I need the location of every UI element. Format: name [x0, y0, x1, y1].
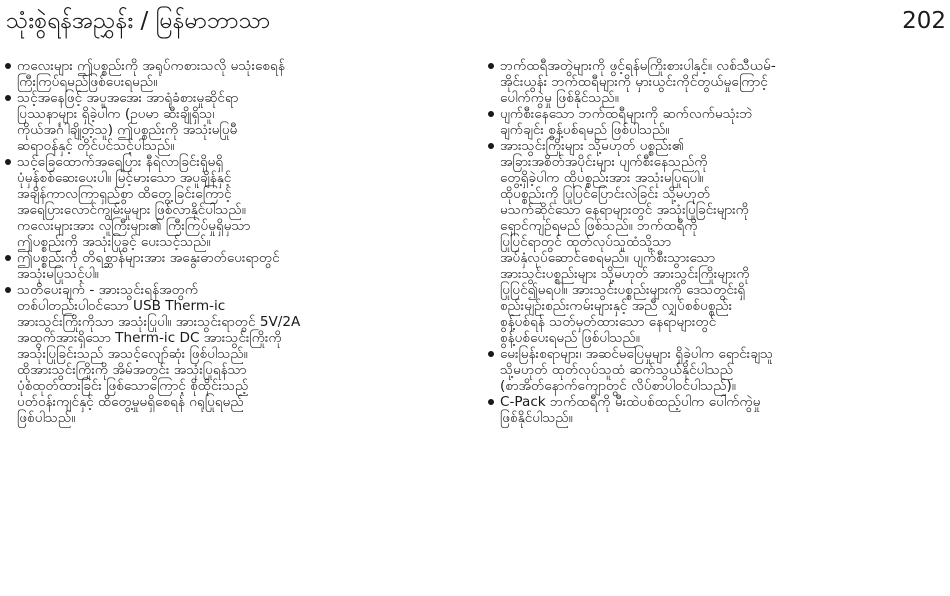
bullet-text-line: အချိန်ကာလကြာရှည်စွာ ထိတွေ့ခြင်းကြောင့်: [17, 186, 232, 202]
left-column: [4, 58, 462, 426]
bullet-text-line: အားသွင်းကြိုးများ သို့မဟုတ် ပစ္စည်း၏: [500, 138, 684, 154]
bullet-text-line: ပြုပြင်ရာတွင် ထုတ်လုပ်သူထံသို့သာ: [500, 234, 672, 250]
bullet-text-line: အားသွင်းကြိုးကိုသာ အသုံးပြုပါ။ အားသွင်းရာတွင် 5V/2A: [17, 314, 301, 330]
right-column: [487, 58, 947, 426]
bullet-text-line: ကြီးကြပ်ရမည်ဖြစ်ပေးရမည်။: [17, 74, 158, 90]
bullet-dot-icon: [5, 255, 11, 261]
bullet-text-line: ပေါက်ကွဲမှု ဖြစ်နိုင်သည်။: [500, 90, 619, 106]
bullet-text-line: ကလေးများအား လူကြီးများ၏ ကြီးကြပ်မှုရှိမှသာ: [17, 218, 251, 234]
bullet-dot-icon: [5, 287, 11, 293]
bullet-text-line: ကလေးများ ဤပစ္စည်းကို အရုပ်ကစားသလို မသုံးစေရန်: [17, 58, 285, 74]
bullet-text-line: အသုံးပြုခြင်းသည် အသင့်လျော်ဆုံး ဖြစ်ပါသည်။: [17, 346, 248, 362]
bullet-text-line: ပြုပြင်၍မရပါ။ အားသွင်းပစ္စည်းများကို ဒေသတွင်းရှိ: [500, 282, 746, 298]
bullet-text-line: သို့မဟုတ် ထုတ်လုပ်သူထံ ဆက်သွယ်နိုင်ပါသည်: [500, 362, 733, 378]
bullet-text-line: ဘက်ထရီအတွဲများကို ဖွင့်ရန်မကြိုးစားပါနှင့်။ လစ်သီယမ်-: [500, 58, 776, 74]
bullet-text-line: ကိုယ်အင်္ဂါချို့တဲ့သူ) ဤပစ္စည်းကို အသုံးမပြုမီ: [17, 122, 238, 138]
bullet-text-line: ဖြစ်နိုင်ပါသည်။: [500, 410, 573, 426]
bullet-item: [4, 154, 462, 250]
bullet-text-line: ဆရာဝန်နှင့် တိုင်ပင်သင့်ပါသည်။: [17, 138, 175, 154]
bullet-dot-icon: [488, 143, 494, 149]
bullet-text-line: အခြားအစိတ်အပိုင်းများ ပျက်စီးနေသည်ကို: [500, 154, 708, 170]
bullet-text-line: ထိုပစ္စည်းကို ပြုပြင်ပြောင်းလဲခြင်း သို့မဟုတ်: [500, 186, 711, 202]
bullet-text-line: အသုံးမပြုသင့်ပါ။: [17, 266, 99, 282]
bullet-dot-icon: [5, 95, 11, 101]
bullet-text-line: (စာအိတ်နောက်ကျောတွင် လိပ်စာပါဝင်ပါသည်)။: [500, 378, 736, 394]
bullet-item: [487, 346, 947, 394]
bullet-item: [487, 394, 947, 426]
bullet-text-line: ရှောင်ကျဉ်ရမည် ဖြစ်သည်။ ဘက်ထရီကို: [500, 218, 698, 234]
bullet-dot-icon: [5, 159, 11, 165]
bullet-text-line: ဤပစ္စည်းကို တိရစ္ဆာန်များအား အနွေးဓာတ်ပေးရာတွင်: [17, 250, 280, 266]
bullet-text-line: မေးမြန်းစရာများ၊ အဆင်မပြေမှုများ ရှိခဲ့ပါက ရောင်းချသူ: [500, 346, 774, 362]
bullet-text-line: စွန့်ပစ်ပေးရမည် ဖြစ်ပါသည်။: [500, 330, 640, 346]
bullet-dot-icon: [488, 399, 494, 405]
bullet-text-line: ထိုအားသွင်းကြိုးကို အိမ်အတွင်း အသုံးပြုရန်သာ: [17, 362, 247, 378]
bullet-text-line: စွန့်ပစ်ရန် သတ်မှတ်ထားသော နေရာများတွင်: [500, 314, 717, 330]
bullet-item: [487, 138, 947, 346]
bullet-dot-icon: [488, 63, 494, 69]
bullet-item: [4, 250, 462, 282]
bullet-text-line: အိုင်းယွန်း ဘက်ထရီများကို မှားယွင်းကိုင်တွယ်မှုကြောင့်: [500, 74, 768, 90]
bullet-text-line: မသက်ဆိုင်သော နေရာများတွင် အသုံးပြုခြင်းများကို: [500, 202, 749, 218]
bullet-item: [487, 106, 947, 138]
bullet-item: [4, 282, 462, 426]
bullet-text-line: ပုံမှန်စစ်ဆေးပေးပါ။ မြင့်မားသော အပူချိန်နှင့်: [17, 170, 232, 186]
bullet-text-line: C-Pack ဘက်ထရီကို မီးထဲပစ်ထည့်ပါက ပေါက်ကွဲမှု: [500, 394, 761, 410]
bullet-text-line: တစ်ပါတည်းပါဝင်သော USB Therm-ic: [17, 298, 226, 314]
bullet-text-line: တွေ့ရှိခဲ့ပါက ထိုပစ္စည်းအား အသုံးမပြုရပါ။: [500, 170, 704, 186]
bullet-text-line: စည်းမျဉ်းစည်းကမ်းများနှင့် အညီ လျှပ်စစ်ပစ္စည်း: [500, 298, 733, 314]
bullet-text-line: ပြဿနာများ ရှိခဲ့ပါက (ဥပမာ ဆီးချိုရှိသူ၊: [17, 106, 215, 122]
bullet-text-line: သင့်အနေဖြင့် အပူအအေး အာရုံခံစားမှုဆိုင်ရာ: [17, 90, 239, 106]
page-title: သုံးစွဲရန်အညွှန်း / မြန်မာဘာသာ: [6, 8, 271, 34]
bullet-text-line: သင့်ခြေထောက်အရေပြား နီရဲလာခြင်းရှိမရှိ: [17, 154, 224, 170]
bullet-text-line: အရေပြားလောင်ကျွမ်းမှုများ ဖြစ်လာနိုင်ပါသည်။: [17, 202, 246, 218]
bullet-text-line: အားသွင်းပစ္စည်းများ သို့မဟုတ် အားသွင်းကြိုးများကို: [500, 266, 750, 282]
bullet-text-line: ချက်ချင်း စွန့်ပစ်ရမည် ဖြစ်ပါသည်။: [500, 122, 670, 138]
bullet-text-line: ပုံစံထုတ်ထားခြင်း ဖြစ်သောကြောင့် စိုထိုင်းသည့်: [17, 378, 249, 394]
bullet-text-line: ဖြစ်ပါသည်။: [17, 410, 76, 426]
bullet-text-line: ဤပစ္စည်းကို အသုံးပြုခွင့် ပေးသင့်သည်။: [17, 234, 211, 250]
bullet-text-line: ပတ်ဝန်းကျင်နှင့် ထိတွေ့မှုမရှိစေရန် ဂရုပြုရမည်: [17, 394, 244, 410]
page-number: 202: [902, 8, 946, 34]
bullet-dot-icon: [5, 63, 11, 69]
bullet-dot-icon: [488, 351, 494, 357]
bullet-text-line: အထွက်အားရှိသော Therm-ic DC အားသွင်းကြိုးကို: [17, 330, 282, 346]
bullet-item: [4, 58, 462, 90]
bullet-text-line: ပျက်စီးနေသော ဘက်ထရီများကို ဆက်လက်မသုံးဘဲ: [500, 106, 753, 122]
bullet-item: [487, 58, 947, 106]
bullet-dot-icon: [488, 111, 494, 117]
bullet-text-line: သတိပေးချက် - အားသွင်းရန်အတွက်: [17, 282, 199, 298]
bullet-text-line: အပ်နှံလုပ်ဆောင်စေရမည်။ ပျက်စီးသွားသော: [500, 250, 716, 266]
bullet-item: [4, 90, 462, 154]
